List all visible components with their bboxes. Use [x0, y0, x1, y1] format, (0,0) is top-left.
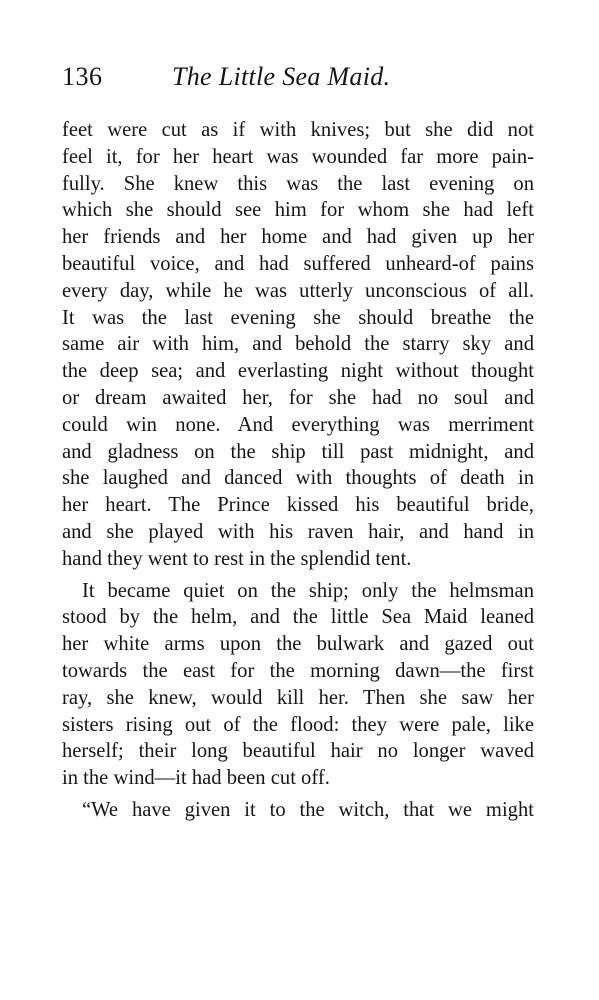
text-line: feel it, for her heart was wounded far more pain- — [62, 145, 534, 168]
text-line: feet were cut as if with knives; but she did not — [62, 119, 534, 141]
text-line: the deep sea; and everlasting night without thought — [62, 360, 534, 383]
text-line: her heart. The Prince kissed his beautiful bride, — [62, 494, 534, 517]
text-line: every day, while he was utterly unconscious of all. — [62, 279, 534, 302]
text-line: herself; their long beautiful hair no longer waved — [62, 740, 534, 763]
text-line: towards the east for the morning dawn—the first — [62, 659, 534, 682]
text-line: or dream awaited her, for she had no soul and — [62, 386, 534, 409]
paragraph — [62, 578, 534, 792]
page-number: 136 — [62, 62, 103, 91]
text-line: her white arms upon the bulwark and gazed out — [62, 633, 534, 656]
text-line: she laughed and danced with thoughts of death in — [62, 467, 534, 490]
text-line: fully. She knew this was the last evening on — [62, 172, 534, 195]
text-line: same air with him, and behold the starry sky and — [62, 333, 534, 356]
running-title: The Little Sea Maid. — [172, 62, 391, 91]
text-line: It became quiet on the ship; only the helmsman — [82, 579, 534, 602]
body-text — [62, 117, 534, 824]
text-line: which she should see him for whom she had left — [62, 199, 534, 222]
text-line: “We have given it to the witch, that we might — [82, 798, 534, 821]
text-line: beautiful voice, and had suffered unheard-of pains — [62, 252, 534, 275]
text-line: could win none. And everything was merriment — [62, 413, 534, 436]
text-line: stood by the helm, and the little Sea Maid leaned — [62, 606, 534, 629]
text-line: sisters rising out of the flood: they were pale, like — [62, 713, 534, 736]
paragraph — [62, 797, 534, 824]
text-line: ray, she knew, would kill her. Then she saw her — [62, 686, 534, 709]
paragraph — [62, 117, 534, 573]
text-line: hand they went to rest in the splendid tent. — [62, 547, 412, 570]
text-line: It was the last evening she should breathe the — [62, 306, 534, 329]
text-line: in the wind—it had been cut off. — [62, 767, 330, 790]
text-line: and gladness on the ship till past midnight, and — [62, 440, 534, 463]
text-line: and she played with his raven hair, and hand in — [62, 520, 534, 543]
page-header — [62, 62, 536, 98]
text-line: her friends and her home and had given up her — [62, 226, 534, 249]
